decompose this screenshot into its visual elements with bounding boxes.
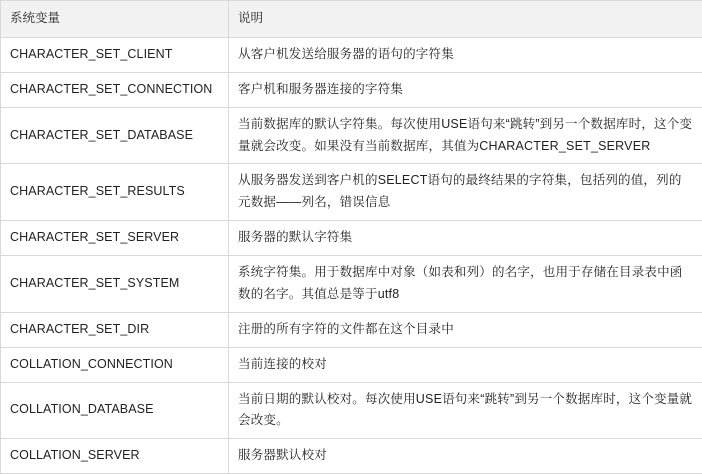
- variable-description-cell: 注册的所有字符的文件都在这个目录中: [229, 312, 702, 347]
- variable-description-cell: 客户机和服务器连接的字符集: [229, 72, 702, 107]
- table-row: [1, 72, 702, 107]
- column-header-description: 说明: [229, 1, 702, 38]
- table-row: [1, 347, 702, 382]
- table-row: [1, 221, 702, 256]
- variable-name-cell: CHARACTER_SET_CLIENT: [1, 37, 229, 72]
- table-body: [1, 37, 702, 473]
- variable-description-cell: 从服务器发送到客户机的SELECT语句的最终结果的字符集，包括列的值，列的元数据——列名，错误信息: [229, 164, 702, 221]
- variable-description-cell: 从客户机发送给服务器的语句的字符集: [229, 37, 702, 72]
- variable-name-cell: COLLATION_CONNECTION: [1, 347, 229, 382]
- table-row: [1, 312, 702, 347]
- table-row: [1, 107, 702, 164]
- variable-description-cell: 当前数据库的默认字符集。每次使用USE语句来“跳转”到另一个数据库时，这个变量就会改变。如果没有当前数据库，其值为CHARACTER_SET_SERVER: [229, 107, 702, 164]
- table-row: [1, 256, 702, 313]
- table-header-row: [1, 1, 702, 38]
- variable-name-cell: CHARACTER_SET_RESULTS: [1, 164, 229, 221]
- variable-description-cell: 服务器默认校对: [229, 439, 702, 474]
- variable-name-cell: COLLATION_SERVER: [1, 439, 229, 474]
- table-header: [1, 1, 702, 38]
- variable-name-cell: CHARACTER_SET_SYSTEM: [1, 256, 229, 313]
- table-row: [1, 439, 702, 474]
- variable-description-cell: 服务器的默认字符集: [229, 221, 702, 256]
- variable-name-cell: COLLATION_DATABASE: [1, 382, 229, 439]
- variable-name-cell: CHARACTER_SET_DATABASE: [1, 107, 229, 164]
- table-row: [1, 37, 702, 72]
- variable-name-cell: CHARACTER_SET_DIR: [1, 312, 229, 347]
- variable-name-cell: CHARACTER_SET_SERVER: [1, 221, 229, 256]
- variable-description-cell: 系统字符集。用于数据库中对象（如表和列）的名字，也用于存储在目录表中函数的名字。其值总是等于utf8: [229, 256, 702, 313]
- variable-name-cell: CHARACTER_SET_CONNECTION: [1, 72, 229, 107]
- table-row: [1, 382, 702, 439]
- column-header-variable: 系统变量: [1, 1, 229, 38]
- variable-description-cell: 当前连接的校对: [229, 347, 702, 382]
- variable-description-cell: 当前日期的默认校对。每次使用USE语句来“跳转”到另一个数据库时，这个变量就会改变。: [229, 382, 702, 439]
- table-row: [1, 164, 702, 221]
